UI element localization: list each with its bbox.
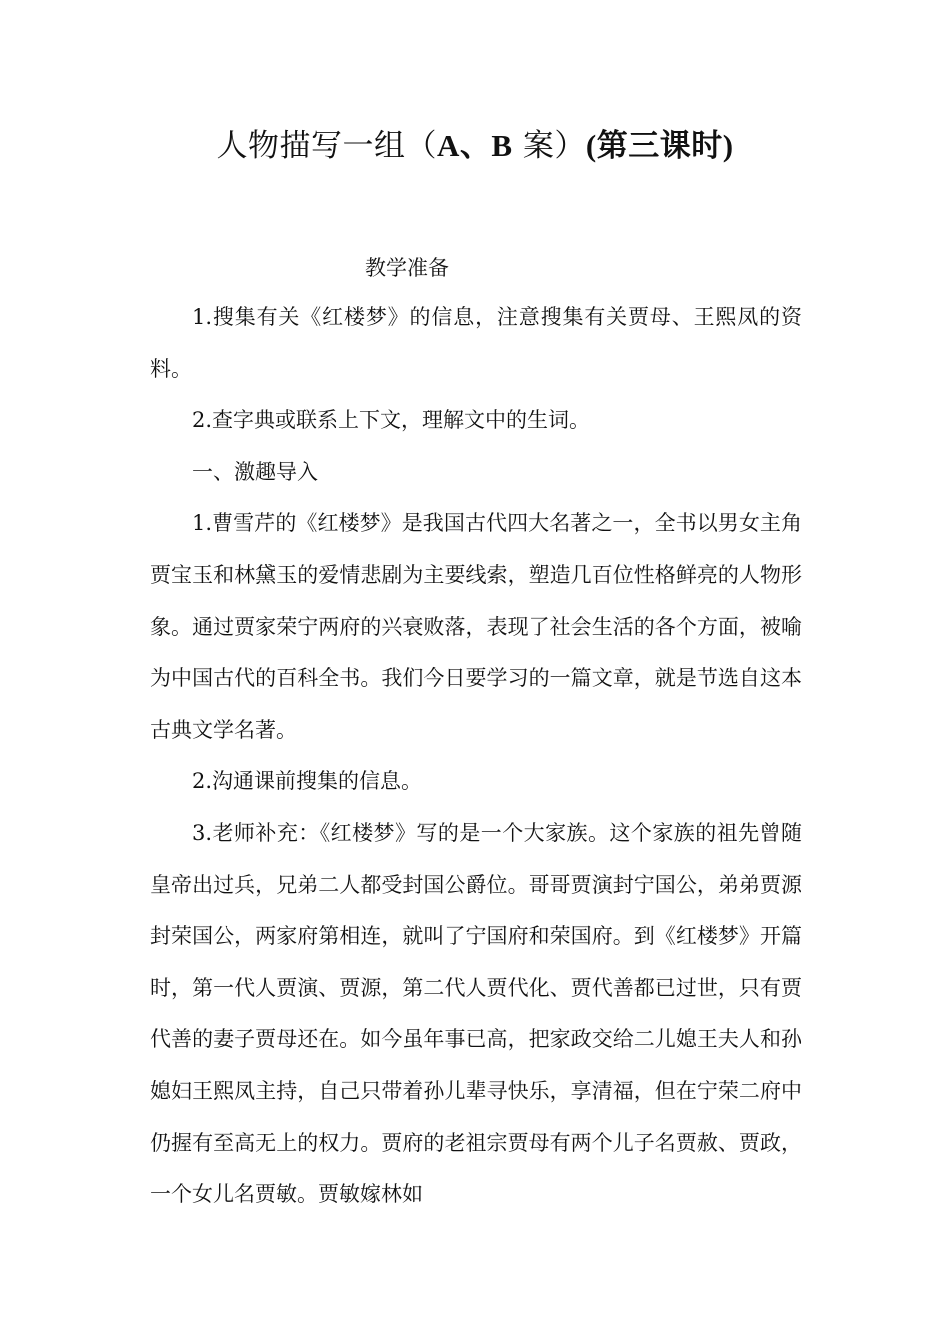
- paragraph-2: 2.查字典或联系上下文，理解文中的生词。: [192, 408, 591, 433]
- paragraph-4: 1.曹雪芹的《红楼梦》是我国古代四大名著之一，全书以男女主角贾宝玉和林黛玉的爱情悲剧为主要线索，塑造几百位性格鲜亮的人物形象。通过贾家荣宁两府的兴衰败落，表现了社会生活的各个方面，被喻为中国古代的百科全书。我们今日要学习的一篇文章，就是节选自这本古典文学名著。: [150, 511, 802, 742]
- document-body: [150, 292, 802, 1221]
- section-heading: 教学准备: [365, 256, 449, 280]
- title-text-mid: 案）: [512, 128, 586, 164]
- paragraph-5: 2.沟通课前搜集的信息。: [192, 769, 423, 794]
- title-text-end: (第三课时): [585, 128, 734, 163]
- title-text-latin: A、B: [436, 128, 513, 163]
- document-title: [0, 120, 950, 172]
- paragraph-3-heading: 一、激趣导入: [192, 459, 318, 484]
- title-text-main: 人物描写一组（: [216, 128, 437, 164]
- paragraph-1: 1.搜集有关《红楼梦》的信息，注意搜集有关贾母、王熙凤的资料。: [150, 305, 802, 381]
- paragraph-6: 3.老师补充：《红楼梦》写的是一个大家族。这个家族的祖先曾随皇帝出过兵，兄弟二人都受封国公爵位。哥哥贾演封宁国公，弟弟贾源封荣国公，两家府第相连，就叫了宁国府和荣国府。到《红楼梦》开篇时，第一代人贾演、贾源，第二代人贾代化、贾代善都已过世，只有贾代善的妻子贾母还在。如今虽年事已高，把家政交给二儿媳王夫人和孙媳妇王熙凤主持，自己只带着孙儿辈寻快乐，享清福，但在宁荣二府中仍握有至高无上的权力。贾府的老祖宗贾母有两个儿子名贾赦、贾政，一个女儿名贾敏。贾敏嫁林如: [150, 820, 802, 1207]
